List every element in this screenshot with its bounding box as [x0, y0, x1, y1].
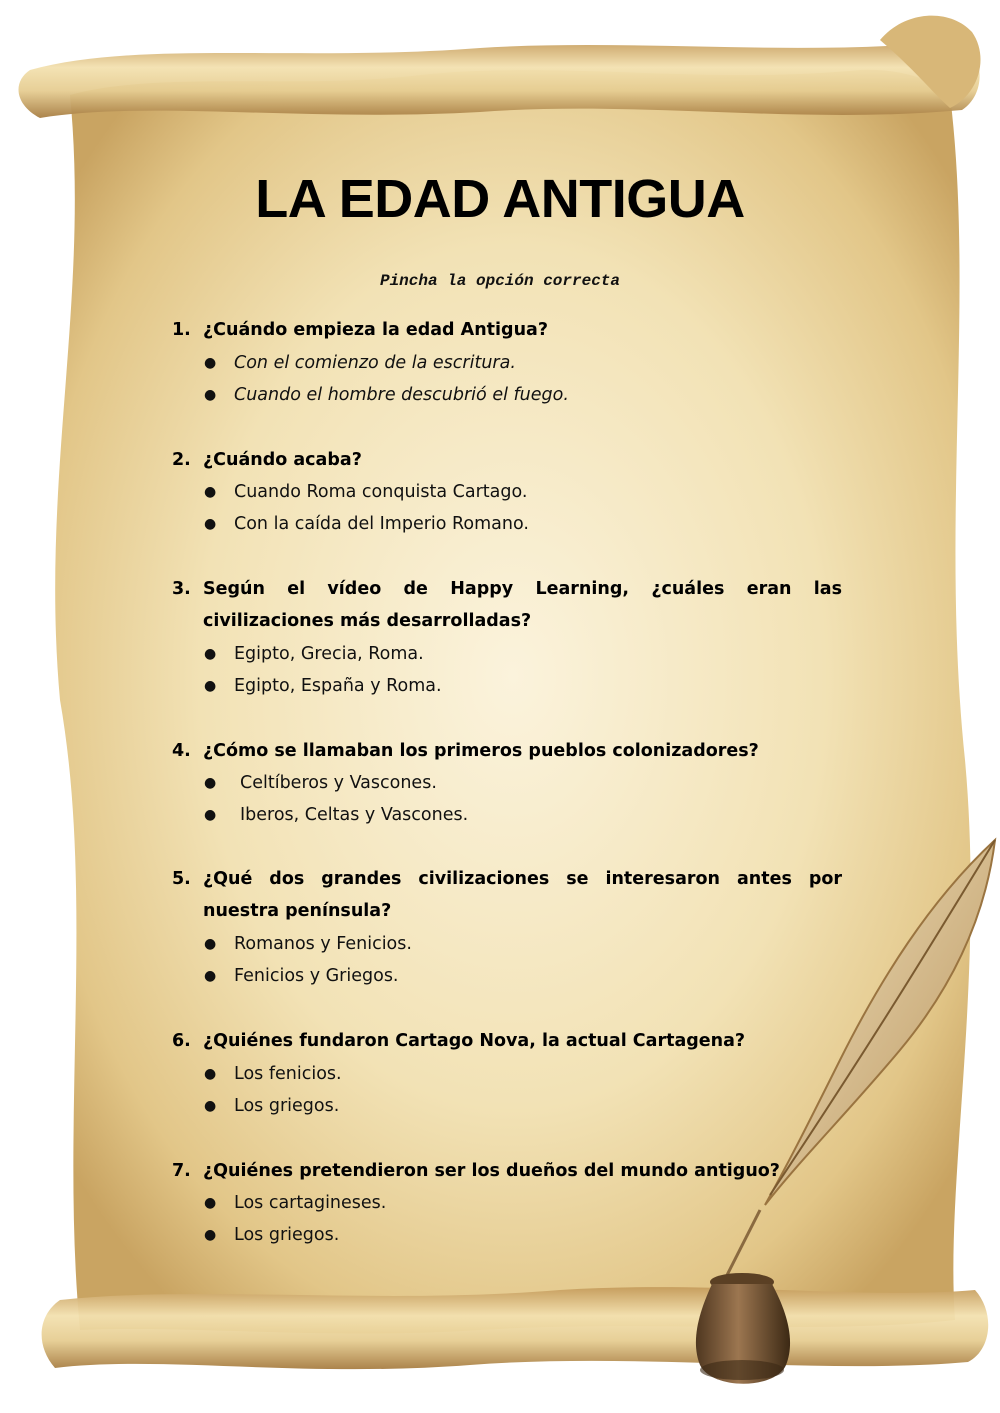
option-6a[interactable] — [204, 1058, 844, 1090]
option-label: Iberos, Celtas y Vascones. — [240, 805, 469, 825]
option-3a[interactable] — [204, 638, 844, 670]
question-number: 2. — [172, 450, 191, 470]
option-label: Los griegos. — [234, 1096, 340, 1116]
bullet-icon: ● — [204, 1098, 217, 1114]
question-2 — [172, 444, 842, 476]
question-5 — [172, 863, 842, 927]
option-7a[interactable] — [204, 1187, 844, 1219]
question-number: 1. — [172, 320, 191, 340]
question-7 — [172, 1155, 842, 1187]
option-label: Con el comienzo de la escritura. — [234, 353, 516, 373]
option-3b[interactable] — [204, 670, 844, 702]
option-label: Los cartagineses. — [234, 1193, 387, 1213]
option-4b[interactable] — [204, 799, 844, 831]
bullet-icon: ● — [204, 355, 217, 371]
bullet-icon: ● — [204, 1227, 217, 1243]
question-text: ¿Cuándo empieza la edad Antigua? — [203, 320, 548, 340]
question-number: 4. — [172, 741, 191, 761]
bullet-icon: ● — [204, 516, 217, 532]
bullet-icon: ● — [204, 484, 217, 500]
bullet-icon: ● — [204, 678, 217, 694]
page-title: LA EDAD ANTIGUA — [255, 169, 745, 229]
option-label: Celtíberos y Vascones. — [240, 773, 437, 793]
option-1a[interactable] — [204, 347, 844, 379]
question-6 — [172, 1025, 842, 1057]
question-1 — [172, 314, 842, 346]
option-label: Cuando el hombre descubrió el fuego. — [234, 385, 569, 405]
bullet-icon: ● — [204, 936, 217, 952]
bullet-icon: ● — [204, 387, 217, 403]
question-number: 6. — [172, 1031, 191, 1051]
bullet-icon: ● — [204, 807, 217, 823]
question-number: 7. — [172, 1161, 191, 1181]
bullet-icon: ● — [204, 1066, 217, 1082]
question-text: ¿Cuándo acaba? — [203, 450, 362, 470]
option-label: Egipto, España y Roma. — [234, 676, 442, 696]
option-2a[interactable] — [204, 476, 844, 508]
question-text: ¿Quiénes pretendieron ser los dueños del mundo antiguo? — [203, 1161, 780, 1181]
option-7b[interactable] — [204, 1219, 844, 1251]
instruction-text: Pincha la opción correcta — [379, 272, 621, 290]
question-number: 5. — [172, 869, 191, 889]
question-text: ¿Qué dos grandes civilizaciones se interesaron antes por nuestra península? — [203, 869, 842, 921]
question-3 — [172, 573, 842, 637]
option-4a[interactable] — [204, 767, 844, 799]
question-text: ¿Quiénes fundaron Cartago Nova, la actual Cartagena? — [203, 1031, 746, 1051]
option-label: Romanos y Fenicios. — [234, 934, 412, 954]
option-label: Los griegos. — [234, 1225, 340, 1245]
option-2b[interactable] — [204, 508, 844, 540]
question-text: ¿Cómo se llamaban los primeros pueblos colonizadores? — [203, 741, 759, 761]
bullet-icon: ● — [204, 775, 217, 791]
bullet-icon: ● — [204, 968, 217, 984]
option-label: Cuando Roma conquista Cartago. — [234, 482, 528, 502]
question-text: Según el vídeo de Happy Learning, ¿cuáles eran las civilizaciones más desarrolladas? — [203, 579, 842, 631]
option-label: Egipto, Grecia, Roma. — [234, 644, 424, 664]
option-label: Fenicios y Griegos. — [234, 966, 399, 986]
option-1b[interactable] — [204, 379, 844, 411]
bullet-icon: ● — [204, 646, 217, 662]
question-4 — [172, 735, 842, 767]
option-5a[interactable] — [204, 928, 844, 960]
option-5b[interactable] — [204, 960, 844, 992]
option-label: Con la caída del Imperio Romano. — [234, 514, 529, 534]
bullet-icon: ● — [204, 1195, 217, 1211]
option-6b[interactable] — [204, 1090, 844, 1122]
option-label: Los fenicios. — [234, 1064, 342, 1084]
question-number: 3. — [172, 579, 191, 599]
